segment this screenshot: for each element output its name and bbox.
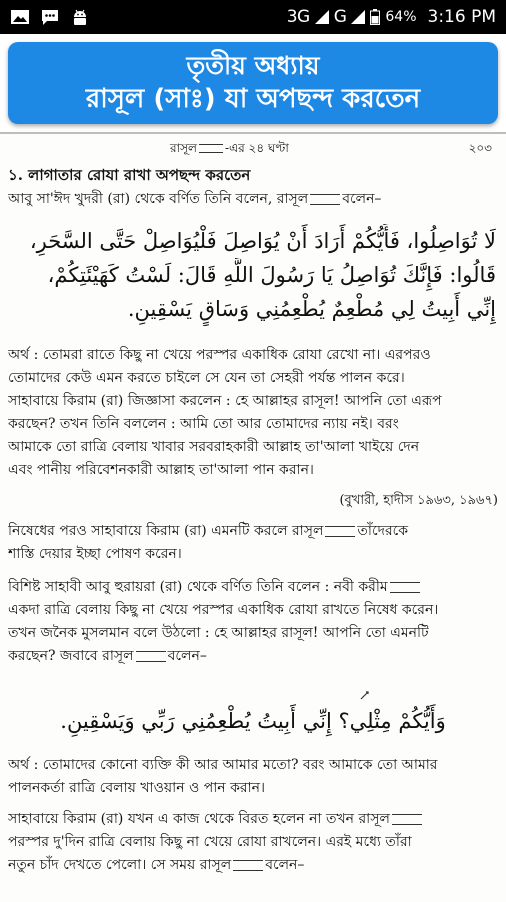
translation-line: আমাকে তো রাত্রি বেলায় খাবার সরবরাহকারী আল্লাহ তা'আলা খাইয়ে দেন bbox=[8, 439, 420, 455]
page-number: ২০৩ bbox=[468, 141, 492, 155]
translation-line: অর্থ : তোমাদের কোনো ব্যক্তি কী আর আমার মতো? বরং আমাকে তো আমার bbox=[8, 757, 438, 773]
network-3g-label: 3G bbox=[286, 7, 310, 27]
salutation-glyph bbox=[392, 814, 422, 825]
salutation-glyph bbox=[233, 860, 263, 871]
chapter-title: রাসূল (সাঃ) যা অপছন্দ করতেন bbox=[85, 84, 421, 114]
paragraph-line: পরস্পর দু'দিন রাত্রি বেলায় কিছু না খেয়ে রোযা রাখলেন। এরই মধ্যে তাঁরা bbox=[8, 834, 412, 850]
translation-line: করছেন? তখন তিনি বললেন : আমি তো আর তোমাদের ন্যায় নই। বরং bbox=[8, 416, 399, 432]
salutation-glyph bbox=[199, 144, 223, 153]
arabic-text-line: إِنِّي أَبِيتُ لِي مُطْعِمٌ يُطْعِمُنِي وَسَاقٍ يَسْقِينِ. bbox=[127, 297, 496, 321]
status-bar bbox=[0, 0, 506, 34]
hadith-intro: আবু সা'ঈদ খুদরী (রা) থেকে বর্ণিত তিনি বলেন, রাসূল বলেন– bbox=[8, 191, 382, 207]
signal-icon bbox=[315, 10, 329, 24]
salutation-glyph bbox=[310, 194, 340, 205]
paragraph-line: শাস্তি দেয়ার ইচ্ছা পোষণ করেন। bbox=[8, 546, 182, 562]
translation-line: পালনকর্তা রাত্রি বেলায় খাওয়ান ও পান করান। bbox=[8, 780, 266, 796]
paragraph-line: বিশিষ্ট সাহাবী আবু হুরায়রা (রা) থেকে বর্ণিত তিনি বলেন : নবী করীম bbox=[8, 576, 498, 598]
running-title: রাসূল -এর ২৪ ঘণ্টা bbox=[170, 141, 289, 155]
battery-icon bbox=[370, 9, 380, 25]
paragraph-line: নিষেধের পরও সাহাবায়ে কিরাম (রা) এমনটি করলে রাসূল তাঁদেরকে bbox=[8, 523, 409, 539]
network-g-label: G bbox=[333, 7, 347, 27]
android-icon bbox=[70, 8, 90, 26]
paragraph-line: তখন জনৈক মুসলমান বলে উঠলো : হে আল্লাহর রাসূল! আপনি তো এমনটি bbox=[8, 625, 429, 641]
translation-line: অর্থ : তোমরা রাতে কিছু না খেয়ে পরস্পর একাধিক রোযা রেখো না। এরপরও bbox=[8, 347, 431, 363]
signal-icon bbox=[351, 10, 365, 24]
clock: 3:16 PM bbox=[427, 7, 496, 27]
paragraph-line: নতুন চাঁদ দেখতে পেলো। সে সময় রাসূল বলেন– bbox=[8, 857, 305, 873]
translation-line: এবং পানীয় পরিবেশনকারী আল্লাহ তা'আলা পান করান। bbox=[8, 462, 314, 478]
section-heading: ১. লাগাতার রোযা রাখা অপছন্দ করতেন bbox=[8, 166, 251, 184]
gallery-icon bbox=[10, 8, 30, 26]
chapter-title-card bbox=[8, 42, 498, 124]
chapter-number: তৃতীয় অধ্যায় bbox=[186, 51, 320, 80]
book-page[interactable] bbox=[0, 132, 506, 902]
chat-icon bbox=[40, 8, 60, 26]
running-header bbox=[0, 138, 506, 158]
arabic-text-line: وَأَيُّكُمْ مِثْلِي؟ إِنِّي أَبِيتُ يُطْعِمُنِي رَبِّي وَيَسْقِينِ. bbox=[60, 709, 446, 733]
translation-line: তোমাদের কেউ এমন করতে চাইলে সে যেন তা সেহরী পর্যন্ত পালন করে। bbox=[8, 370, 405, 386]
salutation-glyph bbox=[136, 651, 166, 662]
arabic-text-line: لَا تُوَاصِلُوا، فَأَيُّكُمْ أَرَادَ أَنْ يُوَاصِلَ فَلْيُوَاصِلْ حَتَّى السَّحَرِ، bbox=[29, 229, 496, 253]
battery-percentage: 64% bbox=[385, 9, 417, 25]
paragraph-line: করছেন? জবাবে রাসূল বলেন– bbox=[8, 648, 207, 664]
paragraph-line: একদা রাত্রি বেলায় কিছু না খেয়ে পরস্পর একাধিক রোযা রাখতে নিষেধ করেন। bbox=[8, 602, 439, 618]
arabic-text-line: قَالُوا: فَإِنَّكَ تُوَاصِلُ يَا رَسُولَ اللَّهِ قَالَ: لَسْتُ كَهَيْئَتِكُمْ، bbox=[47, 263, 496, 287]
translation-line: সাহাবায়ে কিরাম (রা) জিজ্ঞাসা করলেন : হে আল্লাহর রাসূল! আপনি তো এরূপ bbox=[8, 393, 442, 409]
paragraph-line: সাহাবায়ে কিরাম (রা) যখন এ কাজ থেকে বিরত হলেন না তখন রাসূল bbox=[8, 808, 498, 830]
salutation-glyph bbox=[325, 526, 355, 537]
hadith-reference: (বুখারী, হাদীস ১৯৬৩, ১৯৬৭) bbox=[339, 493, 498, 508]
salutation-glyph bbox=[390, 582, 420, 593]
pen-mark-icon bbox=[360, 690, 370, 700]
